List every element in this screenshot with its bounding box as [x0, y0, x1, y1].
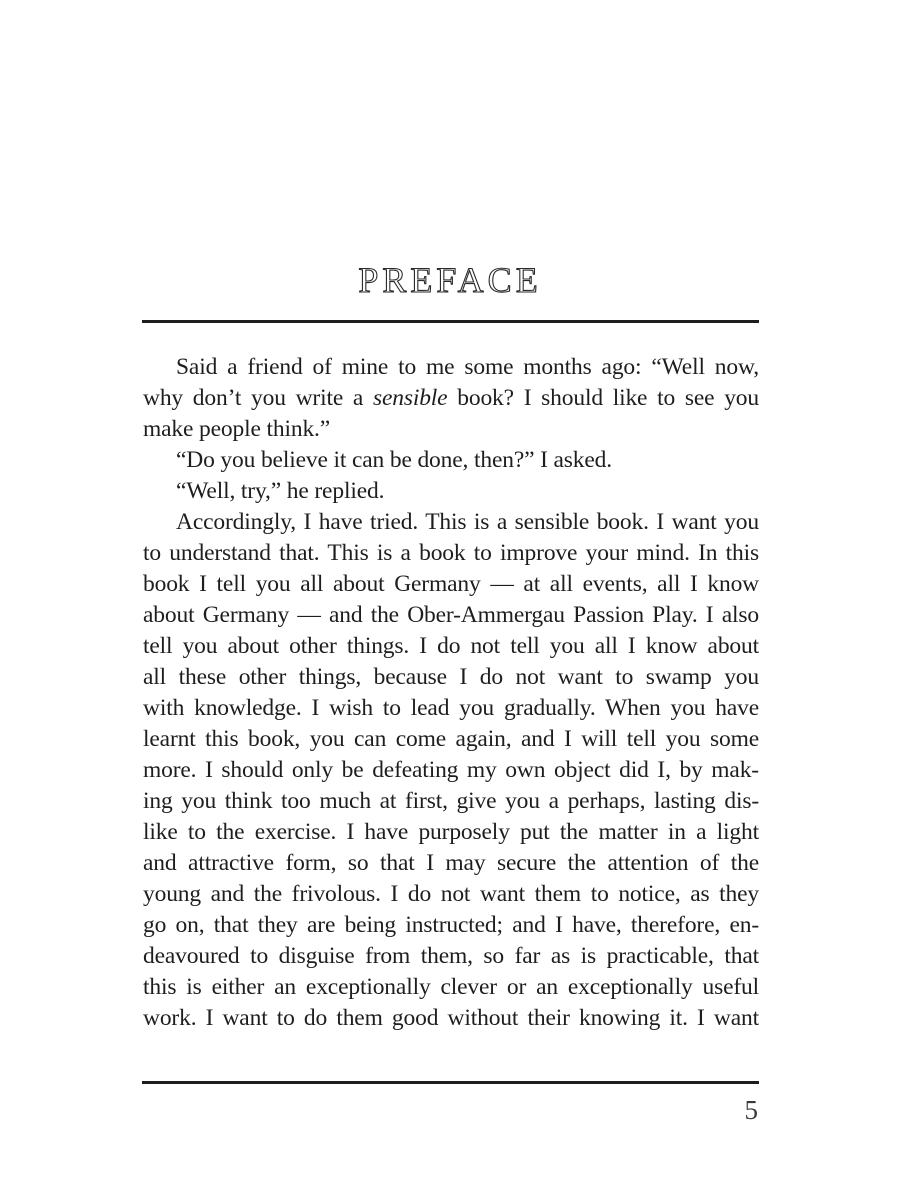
- text-line: this is either an exceptionally clever or an exceptionally useful: [143, 974, 759, 1000]
- text-line: learnt this book, you can come again, and I will tell you some: [143, 726, 759, 752]
- text-line: all these other things, because I do not want to swamp you: [143, 664, 759, 690]
- text-line: and attractive form, so that I may secure the attention of the: [143, 850, 759, 876]
- footer-rule: [142, 1081, 759, 1084]
- text-segment: book? I should like to see you: [447, 385, 759, 411]
- text-line: go on, that they are being instructed; and I have, therefore, en-: [143, 912, 759, 938]
- text-line: make people think.”: [143, 416, 331, 442]
- text-line: ing you think too much at first, give you a perhaps, lasting dis-: [143, 788, 759, 814]
- preface-body: [143, 352, 759, 1034]
- chapter-title: PREFACE: [358, 260, 542, 300]
- italic-emphasis: sensible: [372, 385, 448, 411]
- text-segment: why don’t you write a: [143, 385, 373, 411]
- text-line: about Germany — and the Ober-Ammergau Passion Play. I also: [143, 602, 759, 628]
- text-line: Accordingly, I have tried. This is a sensible book. I want you: [176, 509, 759, 535]
- text-line: work. I want to do them good without their knowing it. I want: [143, 1005, 759, 1031]
- page-number: 5: [744, 1095, 758, 1125]
- text-line: book I tell you all about Germany — at all events, all I know: [143, 571, 759, 597]
- text-line: more. I should only be defeating my own object did I, by mak-: [143, 757, 759, 783]
- text-line: young and the frivolous. I do not want them to notice, as they: [143, 881, 759, 907]
- text-line: “Well, try,” he replied.: [176, 478, 385, 504]
- text-line: Said a friend of mine to me some months ago: “Well now,: [176, 354, 759, 380]
- text-line: “Do you believe it can be done, then?” I asked.: [176, 447, 613, 473]
- text-line: tell you about other things. I do not tell you all I know about: [143, 633, 759, 659]
- text-line: [143, 383, 759, 414]
- text-line: deavoured to disguise from them, so far as is practicable, that: [143, 943, 759, 969]
- text-line: to understand that. This is a book to improve your mind. In this: [143, 540, 759, 566]
- text-line: like to the exercise. I have purposely put the matter in a light: [143, 819, 759, 845]
- title-rule: [142, 320, 759, 323]
- text-line: with knowledge. I wish to lead you gradually. When you have: [143, 695, 759, 721]
